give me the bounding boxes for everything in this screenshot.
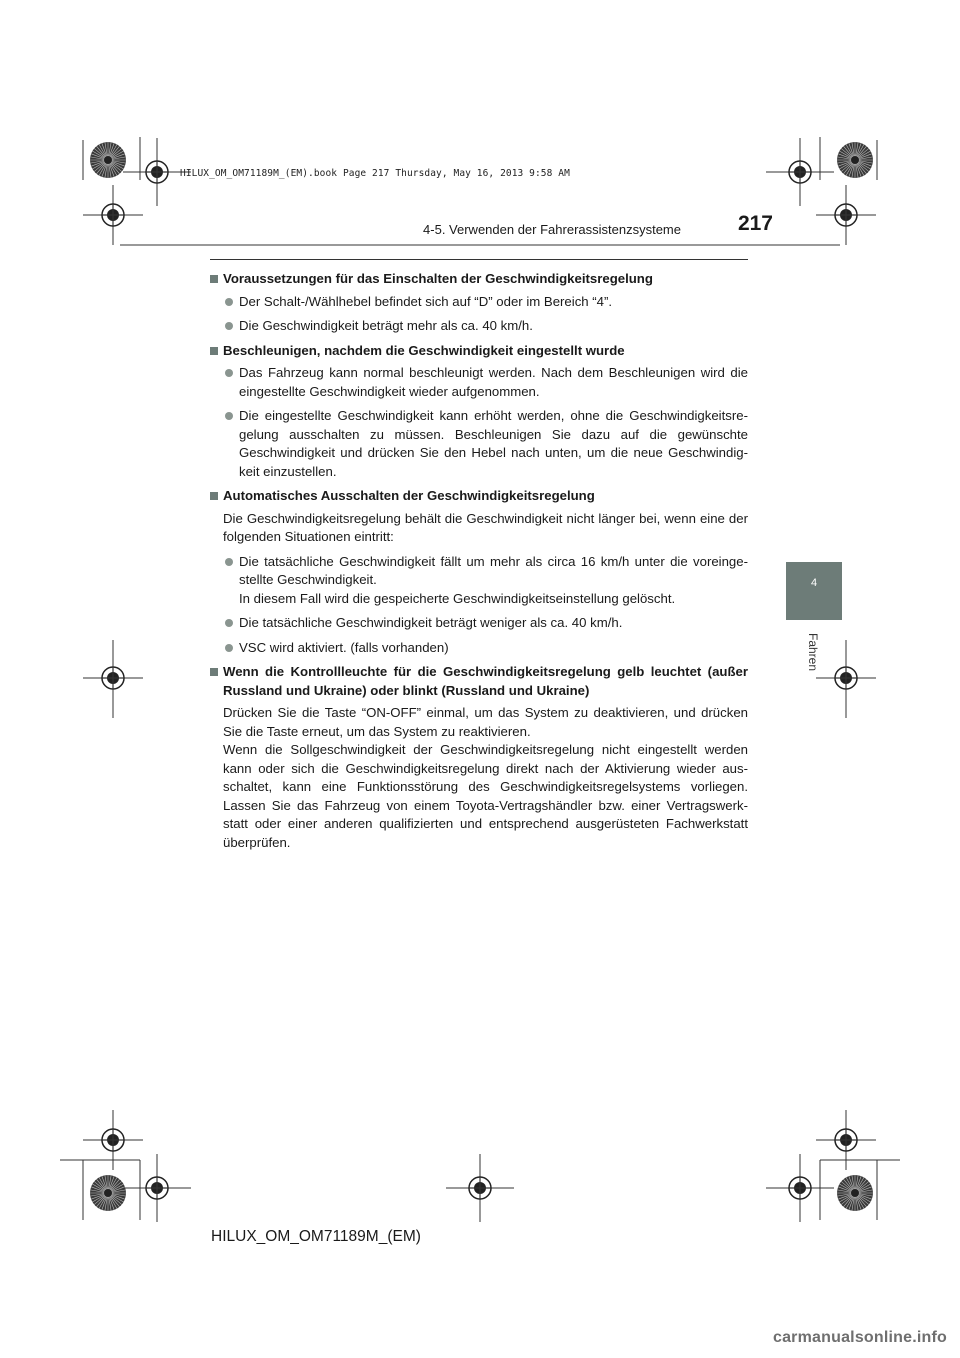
- section: [210, 487, 748, 657]
- watermark: carmanualsonline.info: [772, 1329, 947, 1346]
- chapter-label: Fahren: [806, 632, 820, 672]
- starburst-center: [104, 156, 112, 164]
- chapter-tab: [786, 562, 842, 620]
- section-body: Drücken Sie die Taste “ON-OFF” einmal, um das System zu deaktivieren, und drücken Sie die Taste erneut, um das System zu reaktivieren. Wenn die Sollgeschwindigkeit der Geschwindigkeitsregelung nicht eingestellt werden kann oder sich die Geschwindigkeitsregelung direkt nach der Aktivierung wieder aus-schaltet, kann eine Funktionsstörung des Geschwindigkeitsregelsystems vorliegen. Lassen Sie das Fahrzeug von einem Toyota-Vertragshändler bzw. einer Vertragswerk-statt oder einer anderen qualifizierten und entsprechend ausgerüsteten Fachwerkstatt überprüfen.: [223, 705, 748, 850]
- starburst-center: [851, 156, 859, 164]
- section: [210, 270, 748, 336]
- square-bullet-icon: [210, 347, 218, 355]
- list-item: Die eingestellte Geschwindigkeit kann erhöht werden, ohne die Geschwindigkeitsre-gelung ausschalten zu müssen. Beschleunigen Sie dazu auf die gewünschte Geschwindigkeit und drücken Sie den Hebel nach unten, um die neue Geschwindig-keit einzustellen.: [210, 407, 748, 481]
- square-bullet-icon: [210, 275, 218, 283]
- section-heading: Automatisches Ausschalten der Geschwindigkeitsregelung: [210, 487, 748, 506]
- circle-bullet-icon: [225, 644, 233, 652]
- circle-bullet-icon: [225, 369, 233, 377]
- starburst-center: [104, 1189, 112, 1197]
- chapter-number: 4: [810, 577, 818, 589]
- list-item: VSC wird aktiviert. (falls vorhanden): [210, 639, 748, 658]
- section-heading: Beschleunigen, nachdem die Geschwindigkeit eingestellt wurde: [210, 342, 748, 361]
- square-bullet-icon: [210, 492, 218, 500]
- circle-bullet-icon: [225, 412, 233, 420]
- list-item: Die Geschwindigkeit beträgt mehr als ca. 40 km/h.: [210, 317, 748, 336]
- list-item: Das Fahrzeug kann normal beschleunigt werden. Nach dem Beschleunigen wird die eingestellte Geschwindigkeit wieder aufgenommen.: [210, 364, 748, 401]
- print-info-line: HILUX_OM_OM71189M_(EM).book Page 217 Thursday, May 16, 2013 9:58 AM: [180, 168, 570, 179]
- circle-bullet-icon: [225, 298, 233, 306]
- page-content: [210, 270, 748, 858]
- section: [210, 663, 748, 852]
- section-heading: Voraussetzungen für das Einschalten der Geschwindigkeitsregelung: [210, 270, 748, 289]
- header-band: [120, 244, 840, 246]
- list-item: Der Schalt-/Wählhebel befindet sich auf “D” oder im Bereich “4”.: [210, 293, 748, 312]
- circle-bullet-icon: [225, 322, 233, 330]
- list-item: Die tatsächliche Geschwindigkeit beträgt weniger als ca. 40 km/h.: [210, 614, 748, 633]
- footer-doc-code: HILUX_OM_OM71189M_(EM): [211, 1228, 421, 1245]
- section-intro: Die Geschwindigkeitsregelung behält die Geschwindigkeit nicht länger bei, wenn eine der folgenden Situationen eintritt:: [223, 510, 748, 544]
- circle-bullet-icon: [225, 619, 233, 627]
- list-item: Die tatsächliche Geschwindigkeit fällt um mehr als circa 16 km/h unter die voreinge-stellte Geschwindigkeit. In diesem Fall wird die gespeicherte Geschwindigkeitseinstellung gelöscht.: [210, 553, 748, 609]
- section: [210, 342, 748, 482]
- square-bullet-icon: [210, 668, 218, 676]
- page-number: 217: [737, 212, 773, 235]
- starburst-center: [851, 1189, 859, 1197]
- circle-bullet-icon: [225, 558, 233, 566]
- section-title: 4-5. Verwenden der Fahrerassistenzsysteme: [423, 222, 681, 237]
- header-rule: [210, 259, 748, 260]
- chapter-label-wrapper: [788, 630, 838, 674]
- section-heading: Wenn die Kontrollleuchte für die Geschwindigkeitsregelung gelb leuchtet (außer Russland und Ukraine) oder blinkt (Russland und Ukraine): [210, 663, 748, 700]
